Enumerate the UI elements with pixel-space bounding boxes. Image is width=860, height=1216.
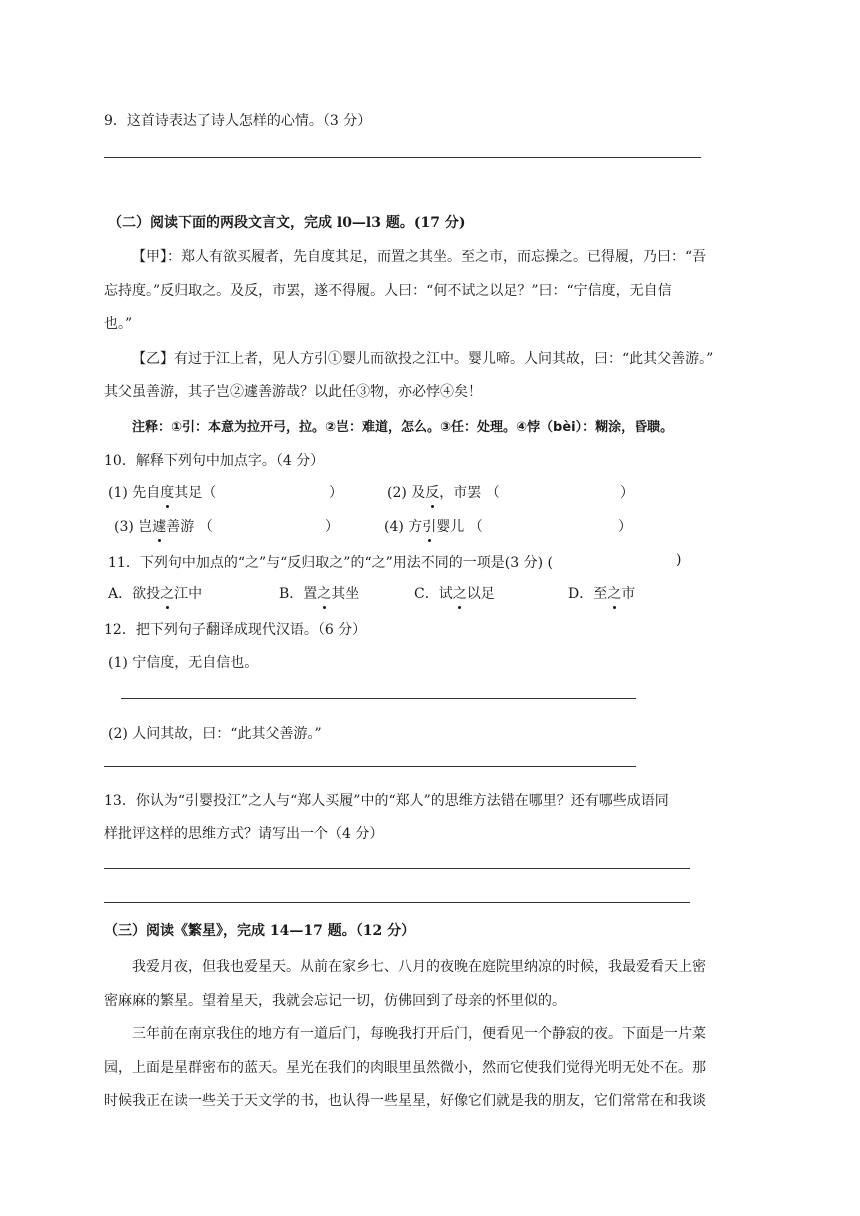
question-9: 9．这首诗表达了诗人怎样的心情。（3 分） [104,113,372,129]
q10-item-3-blank[interactable]: ） [325,519,339,535]
question-11-answer-blank[interactable]: ) [676,552,682,568]
option-a[interactable]: A．欲投之江中 [108,583,202,603]
option-d[interactable]: D．至之市 [568,583,635,603]
option-c[interactable]: C．试之以足 [414,583,495,603]
passage-yi-line2: 其父虽善游，其子岂②遽善游哉？以此任③物，亦必悖④矣！ [104,384,482,400]
q12-sentence-1: (1) 宁信度，无自信也。 [108,655,259,671]
dotted-char: 引 [422,516,436,536]
passage-jia-line1: 【甲】：郑人有欲买履者，先自度其足，而置之其坐。至之市，而忘操之。已得履，乃曰：“吾 [132,249,707,265]
q10-item-1: (1) 先自度其足（ [108,482,216,502]
passage-p1-line2: 密麻麻的繁星。望着星天，我就会忘记一切，仿佛回到了母亲的怀里似的。 [104,993,566,1009]
dotted-char: 之 [160,583,174,603]
passage-jia-line2: 忘持度。”反归取之。及反，市罢，遂不得履。人曰：“何不试之以足？”曰：“宁信度，无自信 [104,283,672,299]
dotted-char: 反 [425,482,439,502]
q10-item-2: (2) 及反，市罢 （ [387,482,500,502]
section-2-title: （二）阅读下面的两段文言文，完成 l0—l3 题。(17 分) [108,215,466,231]
q10-item-4: (4) 方引婴儿 （ [384,516,483,536]
passage-yi-line1: 【乙】有过于江上者，见人方引①婴儿而欲投之江中。婴儿啼。人问其故，曰：“此其父善游。” [132,351,714,367]
question-10-title: 10．解释下列句中加点字。（4 分） [104,453,325,469]
dotted-char: 度 [160,482,174,502]
q10-item-1-blank[interactable]: ） [329,485,343,501]
dotted-char: 遽 [152,516,166,536]
question-11-title: 11．下列句中加点的“之”与“反归取之”的“之”用法不同的一项是(3 分) ( [108,555,553,571]
answer-line[interactable] [104,902,690,903]
q12-sentence-2: (2) 人问其故，曰：“此其父善游。” [108,726,322,742]
passage-p2-line3: 时候我正在读一些关于天文学的书，也认得一些星星，好像它们就是我的朋友，它们常常在和我谈 [104,1093,706,1109]
question-12-title: 12．把下列句子翻译成现代汉语。（6 分） [104,622,367,638]
annotation-note: 注释：①引：本意为拉开弓，拉。②岂：难道，怎么。③任：处理。④悖（bèi）：糊涂，昏聩。 [132,420,674,435]
answer-line[interactable] [104,157,701,158]
q10-item-3: (3) 岂遽善游 （ [114,516,213,536]
dotted-char: 之 [453,583,467,603]
question-13-line1: 13．你认为“引婴投江”之人与“郑人买履”中的“郑人”的思维方法错在哪里？还有哪些成语同 [104,793,669,809]
section-3-title: （三）阅读《繁星》，完成 14—17 题。（12 分） [104,923,416,939]
dotted-char: 之 [607,583,621,603]
q10-item-2-blank[interactable]: ） [620,485,634,501]
answer-line[interactable] [104,868,690,869]
option-b[interactable]: B．置之其坐 [279,583,359,603]
passage-p1-line1: 我爱月夜，但我也爱星天。从前在家乡七、八月的夜晚在庭院里纳凉的时候，我最爱看天上密 [132,959,706,975]
dotted-char: 之 [317,583,331,603]
answer-line[interactable] [121,698,636,699]
passage-p2-line1: 三年前在南京我住的地方有一道后门，每晚我打开后门，便看见一个静寂的夜。下面是一片菜 [132,1026,706,1042]
question-13-line2: 样批评这样的思维方式？请写出一个（4 分） [104,826,384,842]
q10-item-4-blank[interactable]: ） [618,519,632,535]
passage-jia-line3: 也。” [104,316,133,332]
passage-p2-line2: 园，上面是星群密布的蓝天。星光在我们的肉眼里虽然微小，然而它使我们觉得光明无处不在。那 [104,1060,706,1076]
answer-line[interactable] [104,766,636,767]
